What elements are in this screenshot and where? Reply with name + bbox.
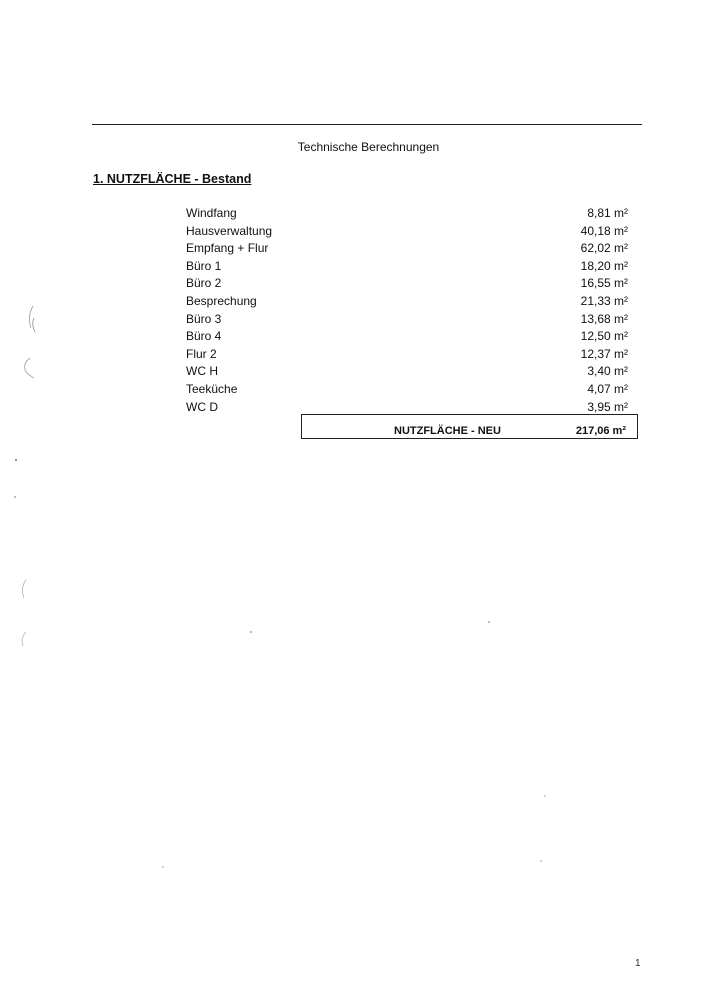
total-label: NUTZFLÄCHE - NEU bbox=[394, 425, 501, 437]
room-area: 21,33 m² bbox=[580, 293, 628, 308]
document-title: Technische Berechnungen bbox=[297, 140, 440, 154]
room-name: WC D bbox=[186, 399, 218, 414]
room-name: Büro 4 bbox=[186, 329, 222, 344]
room-name: WC H bbox=[186, 364, 218, 379]
room-name: Empfang + Flur bbox=[186, 241, 269, 256]
room-area: 40,18 m² bbox=[580, 223, 628, 238]
room-area: 62,02 m² bbox=[580, 241, 628, 256]
room-area: 8,81 m² bbox=[587, 206, 628, 220]
room-name: Hausverwaltung bbox=[186, 223, 273, 238]
room-name: Flur 2 bbox=[186, 346, 217, 361]
room-area: 18,20 m² bbox=[580, 258, 628, 273]
section-heading: 1. NUTZFLÄCHE - Bestand bbox=[93, 172, 252, 186]
room-name: Windfang bbox=[186, 206, 237, 220]
room-area: 4,07 m² bbox=[587, 381, 628, 396]
room-area: 3,40 m² bbox=[587, 364, 628, 379]
room-name: Teeküche bbox=[186, 381, 238, 396]
room-area: 12,37 m² bbox=[580, 346, 628, 361]
room-area: 12,50 m² bbox=[580, 329, 628, 344]
total-value: 217,06 m² bbox=[575, 425, 626, 437]
room-name: Büro 3 bbox=[186, 311, 222, 326]
page-mark: 1 bbox=[635, 958, 641, 969]
room-area: 3,95 m² bbox=[587, 399, 628, 414]
room-area: 13,68 m² bbox=[580, 311, 628, 326]
room-name: Büro 1 bbox=[186, 258, 222, 273]
room-name: Büro 2 bbox=[186, 276, 222, 291]
room-name: Besprechung bbox=[186, 293, 257, 308]
room-area: 16,55 m² bbox=[580, 276, 628, 291]
